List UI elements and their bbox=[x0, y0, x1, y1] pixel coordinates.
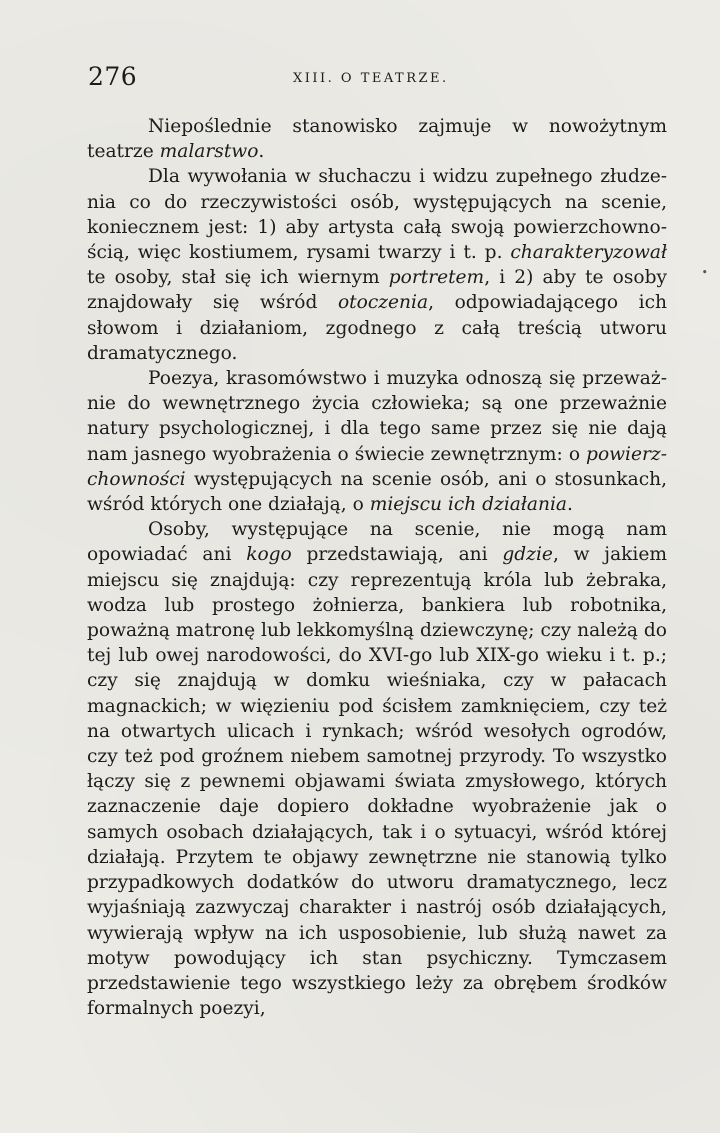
text-run: występujących na scenie osób, ani o stosunkach, wśród których one działają, o bbox=[87, 468, 667, 516]
running-head: XIII. O TEATRZE. bbox=[293, 71, 449, 86]
paragraph-malarstwo bbox=[87, 114, 667, 164]
text-run: Dla wywołania w słuchaczu i widzu zupełnego złudzenia co do rzeczywistości osób, występujących na scenie, koniecznem jest: 1) aby artysta całą swoją powierzchownością, więc kostiumem, rysami twarzy i t. p. bbox=[87, 166, 667, 264]
text-run: te osoby, stał się ich wiernym bbox=[87, 267, 389, 289]
italic-run: malarstwo bbox=[159, 141, 259, 163]
italic-run: miejscu ich działania bbox=[369, 494, 567, 516]
text-run: , odpowiadającego ich słowom i działaniom, zgodnego z całą treścią utworu dramatycznego. bbox=[87, 292, 668, 364]
page-number: 276 bbox=[88, 62, 138, 91]
italic-run: gdzie bbox=[502, 544, 553, 566]
text-run: Poezya, krasomówstwo i muzyka odnoszą się przeważnie do wewnętrznego życia człowieka; są one przeważnie natury psychologicznej, i dla tego same przez się nie dają nam jasnego wyobrażenia o świecie zewnętrznym: o bbox=[87, 368, 667, 465]
text-run: . bbox=[566, 494, 573, 516]
text-run: Osoby, występujące na scenie, nie mogą nam opowiadać ani bbox=[87, 519, 667, 566]
paragraph-osoby bbox=[87, 517, 667, 1021]
italic-run: charakteryzował bbox=[510, 242, 667, 264]
text-run: przedstawiają, ani bbox=[291, 544, 503, 566]
paragraph-zludzenie bbox=[87, 164, 667, 366]
paragraph-poezya bbox=[87, 366, 667, 517]
italic-run: powierzchowności bbox=[87, 443, 667, 490]
margin-dot: • bbox=[701, 266, 708, 279]
text-run: Niepoślednie stanowisko zajmuje w nowożytnym teatrze bbox=[87, 116, 667, 163]
text-run: , w jakiem miejscu się znajdują: czy reprezentują króla lub żebraka, wodza lub prostego żołnierza, bankiera lub robotnika, poważną matronę lub lekkomyślną dziewczynę; czy należą do tej lub owej narodowości, do XVI-go lub XIX-go wieku i t. p.; czy się znajdują w domku wieśniaka, czy w pałacach magnackich; w więzieniu pod ścisłem zamknięciem, czy też na otwartych ulicach i rynkach; wśród wesołych ogrodów, czy też pod groźnem niebem samotnej przyrody. To wszystko łączy się z pewnemi objawami świata zmysłowego, których zaznaczenie daje dopiero dokładne wyobrażenie jak o samych osobach działających, tak i o sytuacyi, wśród której działają. Przytem te objawy zewnętrzne nie stanowią tylko przypadkowych dodatków do utworu dramatycznego, lecz wyjaśniają zazwyczaj charakter i nastrój osób działających, wywierają wpływ na ich usposobienie, lub służą nawet za motyw powodujący ich stan psychiczny. Tymczasem przedstawienie tego wszystkiego leży za obrębem środków formalnych poezyi, bbox=[87, 544, 667, 1020]
italic-run: otoczenia bbox=[337, 292, 429, 314]
body-text bbox=[87, 114, 667, 1021]
page-header bbox=[88, 62, 668, 96]
italic-run: portretem bbox=[388, 267, 485, 289]
italic-run: kogo bbox=[246, 544, 292, 566]
text-run: , i 2) aby te osoby znajdowały się wśród bbox=[87, 267, 667, 314]
text-run: . bbox=[258, 141, 265, 163]
